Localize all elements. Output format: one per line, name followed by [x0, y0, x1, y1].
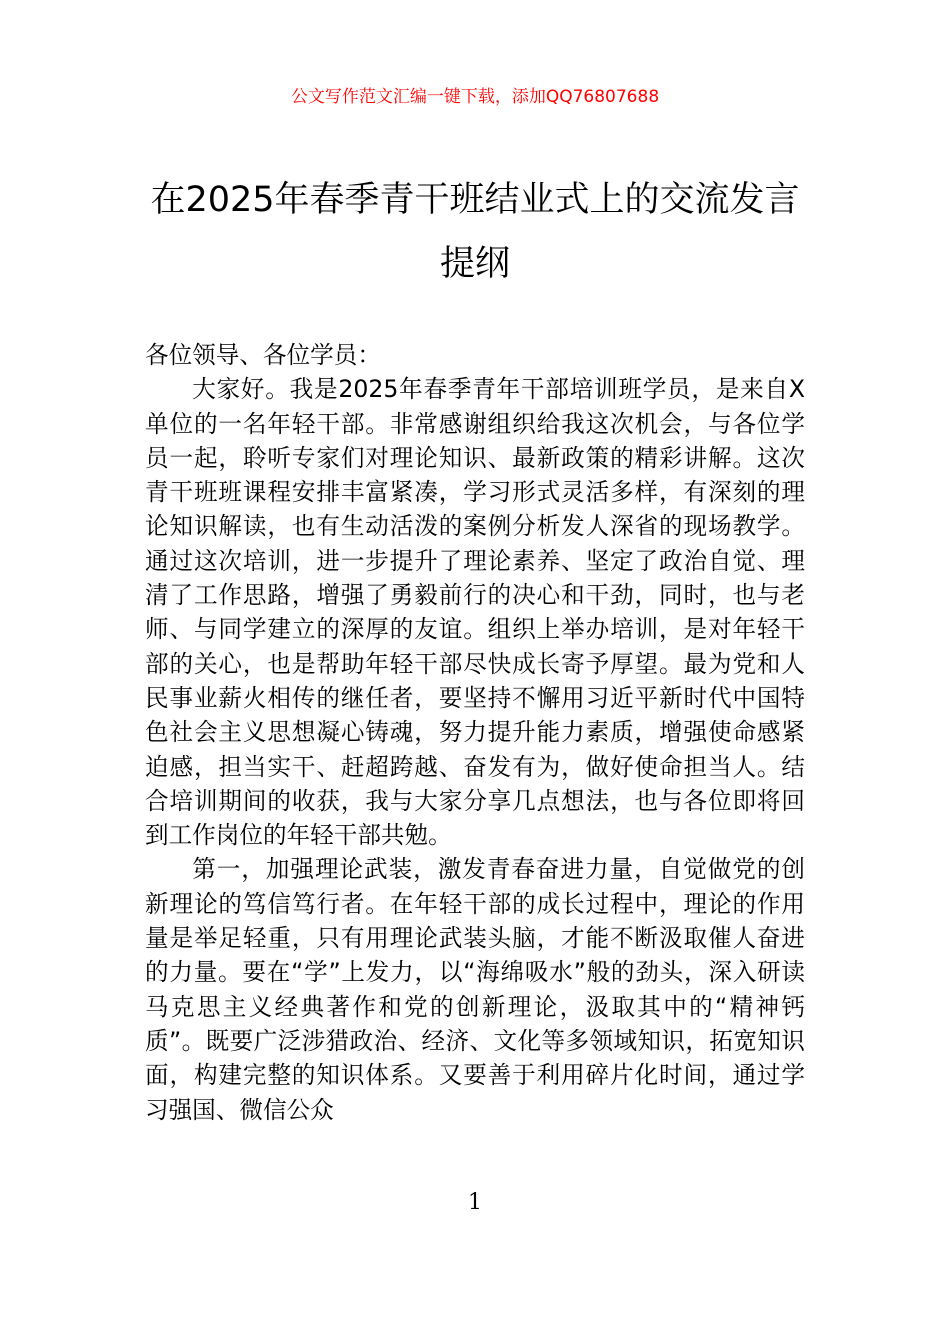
- document-body: [145, 338, 805, 1127]
- paragraph-intro: 大家好。我是2025年春季青年干部培训班学员，是来自X单位的一名年轻干部。非常感谢组织给我这次机会，与各位学员一起，聆听专家们对理论知识、最新政策的精彩讲解。这次青干班班课程安排丰富紧凑，学习形式灵活多样，有深刻的理论知识解读，也有生动活泼的案例分析发人深省的现场教学。通过这次培训，进一步提升了理论素养、坚定了政治自觉、理清了工作思路，增强了勇毅前行的决心和干劲，同时，也与老师、与同学建立的深厚的友谊。组织上举办培训，是对年轻干部的关心，也是帮助年轻干部尽快成长寄予厚望。最为党和人民事业薪火相传的继任者，要坚持不懈用习近平新时代中国特色社会主义思想凝心铸魂，努力提升能力素质，增强使命感紧迫感，担当实干、赶超跨越、奋发有为，做好使命担当人。结合培训期间的收获，我与大家分享几点想法，也与各位即将回到工作岗位的年轻干部共勉。: [145, 375, 805, 850]
- title-line-1: 在2025年春季青干班结业式上的交流发言: [150, 180, 800, 220]
- document-title: [100, 168, 850, 296]
- page-number: 1: [468, 1190, 482, 1215]
- salutation: 各位领导、各位学员：: [145, 341, 381, 369]
- download-promo-note: 公文写作范文汇编一键下载，添加QQ76807688: [290, 87, 660, 107]
- title-line-2: 提纲: [439, 244, 510, 284]
- paragraph-first-point: 第一，加强理论武装，激发青春奋进力量，自觉做党的创新理论的笃信笃行者。在年轻干部的成长过程中，理论的作用量是举足轻重，只有用理论武装头脑，才能不断汲取催人奋进的力量。要在“学”上发力，以“海绵吸水”般的劲头，深入研读马克思主义经典著作和党的创新理论，汲取其中的“精神钙质”。既要广泛涉猎政治、经济、文化等多领域知识，拓宽知识面，构建完整的知识体系。又要善于利用碎片化时间，通过学习强国、微信公众: [145, 855, 805, 1124]
